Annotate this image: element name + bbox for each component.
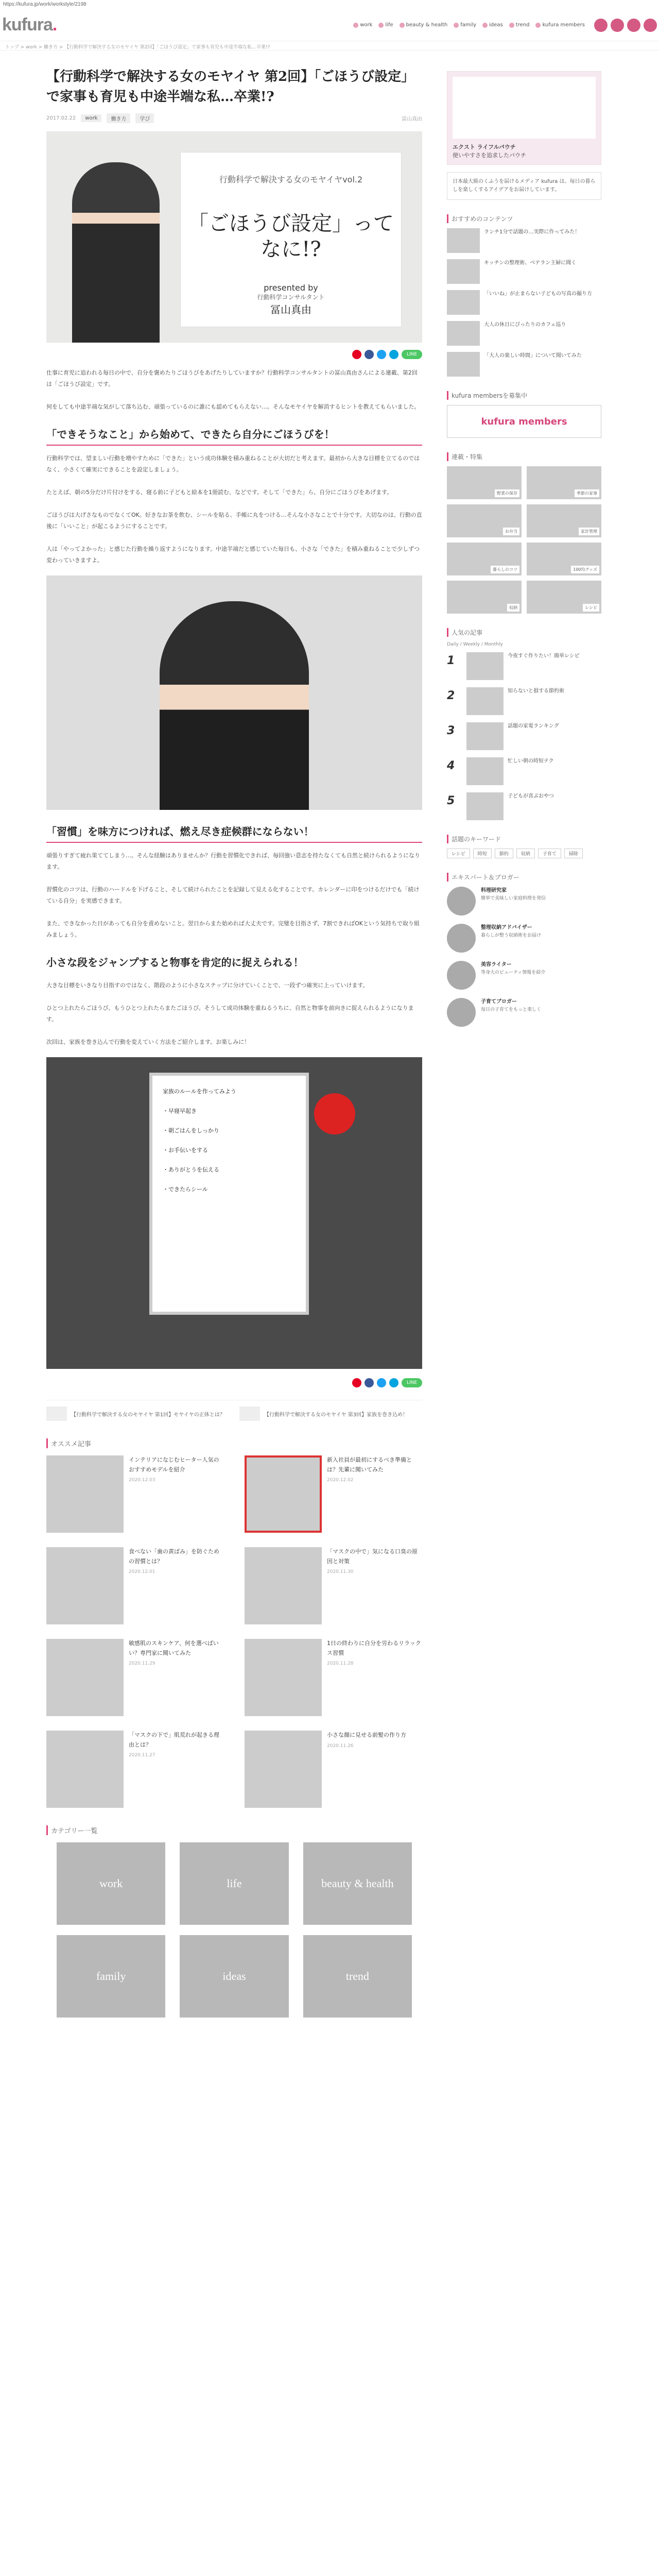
whiteboard-line: ・朝ごはんをしっかり: [163, 1127, 219, 1134]
facebook-share-icon[interactable]: [365, 350, 374, 359]
expert-item[interactable]: [447, 924, 601, 953]
ranking-thumb: [466, 652, 504, 680]
global-nav: [59, 22, 594, 28]
recommended-title: 敏感肌のスキンケア、何を選べばいい？専門家に聞いてみた: [129, 1640, 219, 1656]
recommended-title: 食べない「歯の黄ばみ」を防ぐための習慣とは？: [129, 1548, 219, 1565]
ladybug-magnet: [314, 1093, 355, 1134]
ranking-item[interactable]: [447, 722, 601, 750]
nav-item-6[interactable]: [535, 22, 585, 28]
header-social-icons: [594, 19, 657, 32]
expert-text: [481, 998, 541, 1027]
categories-heading: カテゴリー一覧: [46, 1825, 422, 1835]
recommended-thumb: [245, 1731, 322, 1808]
paragraph-steps-1: 大きな目標をいきなり目指すのではなく、階段のように小さなステップに分けていくことで、一段ずつ確実に上っていけます。 ひとつ上れたらごほうび、もうひとつ上れたらまたごほうび。そうして成功体験を重ねるうちに、自然と物事を前向きに捉えられるようになります。 次回は、家族を巻き込んで行動を変えていく方法をご紹介します。お楽しみに！: [46, 982, 414, 1045]
nav-label: family: [460, 22, 477, 28]
recommended-date: 2020.11.30: [327, 1569, 354, 1575]
recommended-date: 2020.12.03: [129, 1478, 155, 1483]
sidebar: [447, 57, 601, 2018]
hero-headline: 「ごほうび設定」ってなに!?: [188, 212, 394, 261]
nav-item-5[interactable]: [509, 22, 530, 28]
nav-icon: [482, 23, 488, 28]
recommended-title: 小さな顔に見せる前髪の作り方: [327, 1732, 406, 1738]
special-tile[interactable]: [447, 581, 522, 614]
expert-desc: 暮らしが整う収納術をお届け: [481, 933, 542, 938]
whiteboard: [149, 1073, 309, 1315]
facebook-share-icon[interactable]: [365, 1378, 374, 1387]
recommended-thumb: [46, 1639, 124, 1716]
nav-icon: [454, 23, 459, 28]
pick-thumb: [447, 352, 480, 377]
recommended-date: 2020.12.01: [129, 1569, 155, 1575]
pick-item[interactable]: [447, 321, 601, 346]
category-tile[interactable]: trend: [303, 1935, 412, 2018]
recommended-date: 2020.11.26: [327, 1743, 354, 1749]
recommended-card[interactable]: [46, 1455, 224, 1533]
ranking-item[interactable]: [447, 687, 601, 715]
hatena-icon[interactable]: [389, 1378, 398, 1387]
pick-title: 「大人の楽しい時間」について聞いてみた: [484, 353, 582, 359]
nav-label: ideas: [489, 22, 503, 28]
avatar: [447, 961, 476, 990]
special-tile[interactable]: [527, 543, 601, 575]
hero-subtitle: 行動科学で解決する女のモヤイヤvol.2: [219, 175, 363, 184]
keyword-tag[interactable]: 子育て: [538, 849, 561, 858]
hero-image: [46, 131, 422, 343]
pick-thumb: [447, 228, 480, 253]
pick-item[interactable]: [447, 352, 601, 377]
whiteboard-line: ・できたらシール: [163, 1186, 208, 1193]
nav-icon: [353, 23, 358, 28]
whiteboard-line: ・ありがとうを伝える: [163, 1166, 219, 1173]
recommended-title: 1日の終わりに自分を労わるリラックス習慣: [327, 1640, 421, 1656]
pinterest-icon[interactable]: [352, 1378, 361, 1387]
ranking-number: 1: [447, 654, 455, 667]
facebook-icon[interactable]: [594, 19, 608, 32]
pick-title: 「いいね」が止まらない子どもの写真の撮り方: [484, 291, 592, 297]
recommended-title: インテリアになじむヒーター人気のおすすめモデルを紹介: [129, 1456, 219, 1473]
ranking-number: 2: [447, 689, 455, 702]
article-author[interactable]: 富山真由: [402, 116, 422, 122]
keyword-tag[interactable]: 時短: [473, 849, 492, 858]
recommended-text: [129, 1455, 224, 1533]
recommended-date: 2020.11.28: [327, 1661, 354, 1667]
special-label: 季節の家事: [575, 489, 599, 497]
ranking-tabs[interactable]: Daily / Weekly / Monthly: [447, 642, 503, 647]
pick-thumb: [447, 321, 480, 346]
recommended-card[interactable]: [46, 1731, 224, 1808]
recommended-thumb: [46, 1455, 124, 1533]
expert-desc: 等身大のビューティ情報を紹介: [481, 970, 546, 975]
special-grid: [447, 466, 601, 614]
photo-pointing-woman: [46, 575, 422, 810]
tag-workstyle[interactable]: 働き方: [107, 113, 130, 123]
experts-heading: エキスパート＆ブロガー: [447, 873, 601, 882]
pick-item[interactable]: [447, 290, 601, 315]
heading-steps: 小さな段をジャンプすると物事を肯定的に捉えられる！: [46, 956, 304, 969]
ranking-item[interactable]: [447, 757, 601, 785]
category-tile[interactable]: family: [57, 1935, 165, 2018]
expert-item[interactable]: [447, 961, 601, 990]
special-label: 家計管理: [579, 528, 599, 535]
expert-name: 料理研究家: [481, 888, 507, 893]
nav-icon: [509, 23, 514, 28]
category-tile[interactable]: life: [180, 1842, 288, 1925]
category-tile[interactable]: beauty & health: [303, 1842, 412, 1925]
paragraph-habit: 頑張りすぎて疲れ果ててしまう…。そんな経験はありませんか？行動を習慣化できれば、毎回強い意志を持たなくても自然と続けられるようになります。 習慣化のコツは、行動のハードルを下げること、そして続けられたことを記録して見える化することです。カレンダーに印をつけるだけでも「続けている自分」を実感できます。 また、できなかった日があっても自分を責めないこと。翌日からまた始めれば大丈夫です。完璧を目指さず、7割できればOKという気持ちで取り組みましょう。: [46, 852, 420, 938]
article-date: 2017.02.22: [46, 115, 76, 121]
ranking-title: 今夜すぐ作りたい！簡単レシピ: [508, 653, 580, 659]
tag-study[interactable]: 学び: [135, 113, 154, 123]
special-tile[interactable]: [447, 504, 522, 537]
special-tile[interactable]: [527, 466, 601, 499]
site-header: [0, 9, 659, 41]
recommended-thumb: [245, 1639, 322, 1716]
pick-title: ランチ1分で話題の…実際に作ってみた！: [484, 229, 580, 235]
line-share-button[interactable]: LINE: [402, 350, 422, 359]
expert-text: [481, 887, 546, 916]
expert-desc: 簡単で美味しい家庭料理を発信: [481, 896, 546, 901]
heading-gohoubi: 「できそうなこと」から始めて、できたら自分にごほうびを！: [46, 424, 422, 446]
recommended-title: 新入社員が最初にするべき準備とは？先輩に聞いてみた: [327, 1456, 412, 1473]
recommended-text: [129, 1547, 224, 1624]
nav-item-2[interactable]: [400, 22, 448, 28]
pinterest-icon[interactable]: [352, 350, 361, 359]
recommended-card[interactable]: [46, 1639, 224, 1716]
nav-icon: [535, 23, 541, 28]
recommended-grid: [46, 1455, 422, 1808]
nav-label: beauty & health: [406, 22, 448, 28]
picks-heading: おすすめのコンテンツ: [447, 214, 601, 223]
keyword-tag[interactable]: 収納: [516, 849, 535, 858]
ranking-item[interactable]: [447, 652, 601, 680]
sidebar-ad[interactable]: [447, 71, 601, 165]
line-share-button[interactable]: LINE: [402, 1378, 422, 1387]
breadcrumb[interactable]: トップ > work > 働き方 > 【行動科学で解決する女のモヤイヤ 第2回】「ごほうび設定」で家事も育児も中途半端な私…卒業!?: [0, 41, 659, 50]
recommended-heading: オススメ記事: [46, 1438, 422, 1448]
ranking-list: [447, 652, 601, 820]
expert-item[interactable]: [447, 887, 601, 916]
pick-title: 大人の休日にぴったりのカフェ巡り: [484, 322, 566, 328]
special-tile[interactable]: [527, 504, 601, 537]
ranking-thumb: [466, 722, 504, 750]
ranking-title: 子どもが喜ぶおやつ: [508, 793, 554, 799]
avatar: [447, 887, 476, 916]
hero-presented: presented by: [264, 283, 318, 293]
whiteboard-line: ・早寝早起き: [163, 1108, 197, 1114]
ranking-thumb: [466, 687, 504, 715]
sidebar-notice: 日本最大級のくふうを届けるメディア kufura は、毎日の暮らしを楽しくするアイデアをお届けしています。: [447, 172, 601, 200]
special-tile[interactable]: [447, 466, 522, 499]
twitter-icon[interactable]: [611, 19, 624, 32]
special-label: 暮らしのコツ: [491, 566, 519, 573]
recommended-text: [129, 1639, 224, 1716]
recommended-thumb: [245, 1547, 322, 1624]
avatar: [447, 924, 476, 953]
keyword-tag[interactable]: 掃除: [564, 849, 583, 858]
recommended-text: [327, 1731, 406, 1808]
article-main: [46, 57, 422, 2018]
expert-text: [481, 924, 541, 953]
recommended-text: [129, 1731, 224, 1808]
pick-thumb: [447, 259, 480, 284]
ranking-item[interactable]: [447, 792, 601, 820]
special-tile[interactable]: [447, 543, 522, 575]
whiteboard-line: ・お手伝いをする: [163, 1147, 208, 1154]
special-label: レシピ: [583, 604, 599, 612]
ranking-thumb: [466, 792, 504, 820]
paragraph-gohoubi: 行動科学では、望ましい行動を増やすために「できた」という成功体験を積み重ねることが大切だと考えます。最初から大きな目標を立てるのではなく、小さくて確実にできることを設定しましょう。 たとえば、朝の5分だけ片付けをする、寝る前に子どもと絵本を1冊読む、などです。そして「できた」ら、自分にごほうびをあげます。 ごほうびは大げさなものでなくてOK。好きなお茶を飲む、シールを貼る、手帳に丸をつける…そんな小さなことで十分です。大切なのは、行動の直後に「いいこと」が起こるようにすることです。 人は「やってよかった」と感じた行動を繰り返すようになります。中途半端だと感じていた毎日も、小さな「できた」を積み重ねることで少しずつ変わっていきますよ。: [46, 455, 422, 564]
nav-item-3[interactable]: [454, 22, 476, 28]
site-logo[interactable]: kufura.: [2, 15, 57, 35]
special-label: 野菜の保存: [495, 489, 519, 497]
nav-item-1[interactable]: [378, 22, 393, 28]
nav-icon: [378, 23, 384, 28]
pick-item[interactable]: [447, 228, 601, 253]
members-banner[interactable]: kufura members: [447, 405, 601, 438]
avatar: [447, 998, 476, 1027]
special-label: お弁当: [503, 528, 519, 535]
keyword-list: [447, 849, 601, 858]
keywords-heading: 話題のキーワード: [447, 835, 601, 843]
share-buttons-bottom: [46, 1378, 422, 1387]
pick-thumb: [447, 290, 480, 315]
category-tile[interactable]: work: [57, 1842, 165, 1925]
share-buttons: [46, 350, 422, 359]
recommended-text: [327, 1455, 422, 1533]
recommended-text: [327, 1547, 422, 1624]
recommended-title: 「マスクの下で」肌荒れが起きる理由とは？: [129, 1732, 219, 1748]
expert-text: [481, 961, 545, 990]
picks-list: [447, 228, 601, 377]
article-title: 【行動科学で解決する女のモヤイヤ 第2回】「ごほうび設定」で家事も育児も中途半端な私…卒業!?: [46, 69, 415, 105]
nav-item-0[interactable]: [353, 22, 372, 28]
search-icon[interactable]: [644, 19, 657, 32]
paragraph-intro: 仕事に育児に追われる毎日の中で、自分を褒めたりごほうびをあげたりしていますか？行動科学コンサルタントの冨山真由さんによる連載、第2回は「ごほうび設定」です。 何をしても中途半端な気がして落ち込む、頑張っているのに誰にも認めてもらえない…。そんなモヤイヤを解消するヒントを教えてもらいました。: [46, 369, 420, 410]
nav-icon: [400, 23, 405, 28]
recommended-thumb: [46, 1547, 124, 1624]
recommended-date: 2020.12.02: [327, 1478, 354, 1483]
ranking-number: 5: [447, 794, 455, 807]
recommended-date: 2020.11.29: [129, 1661, 155, 1667]
hero-name: 冨山真由: [270, 303, 311, 316]
prev-article-link[interactable]: 【行動科学で解決する女のモヤイヤ 第1回】モヤイヤの正体とは？: [46, 1406, 229, 1421]
photo-whiteboard: [46, 1057, 422, 1369]
ranking-title: 知らないと損する節約術: [508, 688, 564, 694]
category-tile[interactable]: ideas: [180, 1935, 288, 2018]
ranking-heading: 人気の記事: [447, 628, 601, 637]
prev-thumb: [46, 1406, 67, 1421]
recommended-title: 「マスクの中で」気になる口臭の原因と対策: [327, 1548, 418, 1565]
ranking-title: 話題の家電ランキング: [508, 723, 559, 729]
tag-work[interactable]: work: [81, 114, 101, 122]
hatena-icon[interactable]: [389, 350, 398, 359]
expert-item[interactable]: [447, 998, 601, 1027]
recommended-card[interactable]: [245, 1731, 422, 1808]
members-heading: kufura membersを募集中: [447, 391, 601, 400]
special-tile[interactable]: [527, 581, 601, 614]
recommended-card[interactable]: [245, 1455, 422, 1533]
keyword-tag[interactable]: レシピ: [447, 849, 470, 858]
recommended-thumb: [46, 1731, 124, 1808]
expert-desc: 毎日の子育てをもっと楽しく: [481, 1007, 542, 1012]
twitter-share-icon[interactable]: [377, 1378, 386, 1387]
recommended-date: 2020.11.27: [129, 1753, 155, 1758]
hero-woman-figure: [72, 162, 160, 343]
url-bar[interactable]: https://kufura.jp/work/workstyle/2198: [3, 2, 86, 7]
hero-board: [180, 152, 402, 327]
special-label: 100均グッズ: [571, 566, 599, 573]
recommended-card[interactable]: [245, 1547, 422, 1624]
ad-image: [453, 77, 596, 139]
ranking-title: 忙しい朝の時短テク: [508, 758, 554, 764]
pick-title: キッチンの整理術、ベテラン主婦に聞く: [484, 260, 577, 266]
instagram-icon[interactable]: [627, 19, 640, 32]
recommended-text: [327, 1639, 422, 1716]
nav-item-4[interactable]: [482, 22, 503, 28]
pick-item[interactable]: [447, 259, 601, 284]
experts-list: [447, 887, 601, 1027]
ranking-thumb: [466, 757, 504, 785]
ad-subtitle: 使いやすさを追求したパウチ: [453, 152, 526, 159]
twitter-share-icon[interactable]: [377, 350, 386, 359]
heading-habit: 「習慣」を味方につければ、燃え尽き症候群にならない！: [46, 821, 422, 843]
ranking-number: 3: [447, 724, 455, 737]
nav-label: kufura members: [542, 22, 585, 28]
ad-title: エクスト ライフルパウチ: [453, 144, 516, 150]
next-thumb: [239, 1406, 260, 1421]
expert-name: 整理収納アドバイザー: [481, 925, 532, 930]
nav-label: life: [385, 22, 393, 28]
recommended-card[interactable]: [46, 1547, 224, 1624]
hero-role: 行動科学コンサルタント: [257, 294, 325, 301]
keyword-tag[interactable]: 節約: [495, 849, 513, 858]
article-meta: [46, 113, 422, 123]
special-heading: 連載・特集: [447, 452, 601, 461]
nav-label: work: [360, 22, 373, 28]
nav-label: trend: [515, 22, 530, 28]
ranking-number: 4: [447, 759, 455, 772]
category-grid: [57, 1842, 412, 2018]
special-label: 収納: [507, 604, 519, 612]
next-article-link[interactable]: 【行動科学で解決する女のモヤイヤ 第3回】家族を巻き込め！: [239, 1406, 422, 1421]
prev-next-nav: [46, 1400, 422, 1421]
expert-name: 子育てブロガー: [481, 999, 517, 1005]
recommended-card[interactable]: [245, 1639, 422, 1716]
recommended-thumb: [245, 1455, 322, 1533]
whiteboard-line: 家族のルールを作ってみよう: [163, 1088, 236, 1095]
expert-name: 美容ライター: [481, 962, 512, 968]
